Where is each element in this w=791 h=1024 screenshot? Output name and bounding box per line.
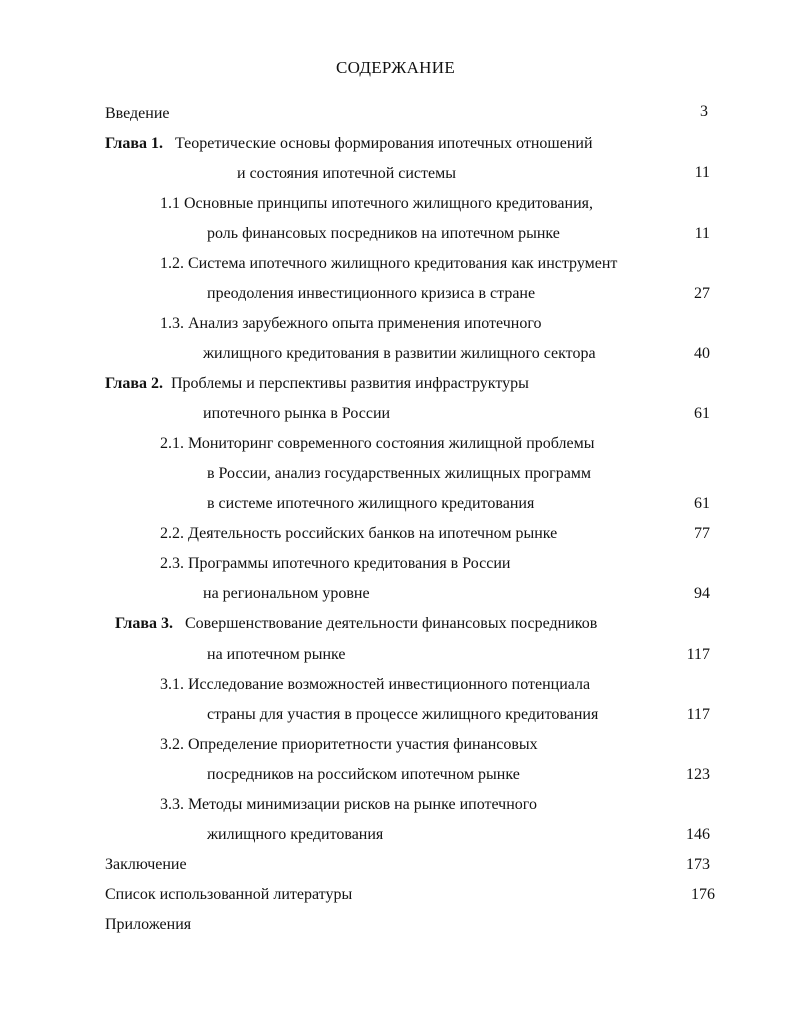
chapter-2-title-line1: Проблемы и перспективы развития инфраструктуры — [171, 375, 529, 392]
page-title: СОДЕРЖАНИЕ — [335, 58, 456, 77]
toc-page-section-2-3: 94 — [694, 585, 710, 602]
toc-entry-intro: Введение — [105, 105, 170, 122]
section-1-1-line2: роль финансовых посредников на ипотечном рынке — [207, 225, 560, 242]
chapter-2-title-line2: ипотечного рынка в России — [203, 405, 391, 422]
section-2-1-line1: 2.1. Мониторинг современного состояния жилищной проблемы — [160, 435, 595, 452]
toc-page-section-3-1: 117 — [686, 706, 710, 723]
toc-entry-chapter-1 — [105, 134, 593, 154]
toc-entry-appendix: Приложения — [105, 916, 192, 933]
section-1-2-line1: 1.2. Система ипотечного жилищного кредитования как инструмент — [160, 255, 618, 272]
toc-entry-references: Список использованной литературы — [105, 886, 353, 903]
section-3-2-line2: посредников на российском ипотечном рынке — [207, 766, 520, 783]
toc-page-conclusion: 173 — [686, 856, 710, 873]
toc-entry-chapter-3 — [115, 614, 597, 634]
toc-page-section-3-2: 123 — [686, 766, 710, 783]
chapter-2-prefix: Глава 2. — [105, 375, 163, 392]
section-3-1-line1: 3.1. Исследование возможностей инвестиционного потенциала — [160, 676, 591, 693]
section-1-3-line1: 1.3. Анализ зарубежного опыта применения ипотечного — [160, 315, 542, 332]
section-2-1-line3: в системе ипотечного жилищного кредитования — [207, 495, 535, 512]
toc-page-section-1-3: 40 — [694, 345, 710, 362]
toc-page-section-3-3: 146 — [686, 826, 710, 843]
section-2-3-line2: на региональном уровне — [203, 585, 370, 602]
section-3-2-line1: 3.2. Определение приоритетности участия финансовых — [160, 736, 538, 753]
toc-entry-conclusion: Заключение — [105, 856, 187, 873]
toc-page-references: 176 — [691, 886, 715, 903]
toc-page-chapter-2: 61 — [694, 405, 710, 422]
chapter-1-title-line2: и состояния ипотечной системы — [237, 165, 456, 182]
toc-page-section-2-2: 77 — [694, 525, 710, 542]
section-2-3-line1: 2.3. Программы ипотечного кредитования в России — [160, 555, 511, 572]
section-2-1-line2: в России, анализ государственных жилищных программ — [207, 465, 592, 482]
chapter-3-title-line1: Совершенствование деятельности финансовых посредников — [185, 615, 598, 632]
section-2-2-line1: 2.2. Деятельность российских банков на ипотечном рынке — [160, 525, 558, 542]
chapter-3-title-line2: на ипотечном рынке — [207, 646, 346, 663]
toc-entry-chapter-2 — [105, 374, 529, 394]
chapter-1-prefix: Глава 1. — [105, 135, 163, 152]
section-1-2-line2: преодоления инвестиционного кризиса в стране — [207, 285, 536, 302]
toc-page-section-1-2: 27 — [694, 285, 710, 302]
toc-page-section-1-1: 11 — [694, 225, 710, 242]
toc-page-chapter-1: 11 — [694, 164, 710, 181]
toc-page-chapter-3: 117 — [686, 646, 710, 663]
chapter-1-title-line1: Теоретические основы формирования ипотечных отношений — [175, 135, 593, 152]
section-3-1-line2: страны для участия в процессе жилищного кредитования — [207, 706, 599, 723]
section-3-3-line1: 3.3. Методы минимизации рисков на рынке ипотечного — [160, 796, 537, 813]
chapter-3-prefix: Глава 3. — [115, 615, 173, 632]
section-1-3-line2: жилищного кредитования в развитии жилищного сектора — [203, 345, 596, 362]
section-1-1-line1: 1.1 Основные принципы ипотечного жилищного кредитования, — [160, 195, 593, 212]
toc-page-intro: 3 — [700, 103, 708, 120]
toc-page-section-2-1: 61 — [694, 495, 710, 512]
section-3-3-line2: жилищного кредитования — [207, 826, 384, 843]
